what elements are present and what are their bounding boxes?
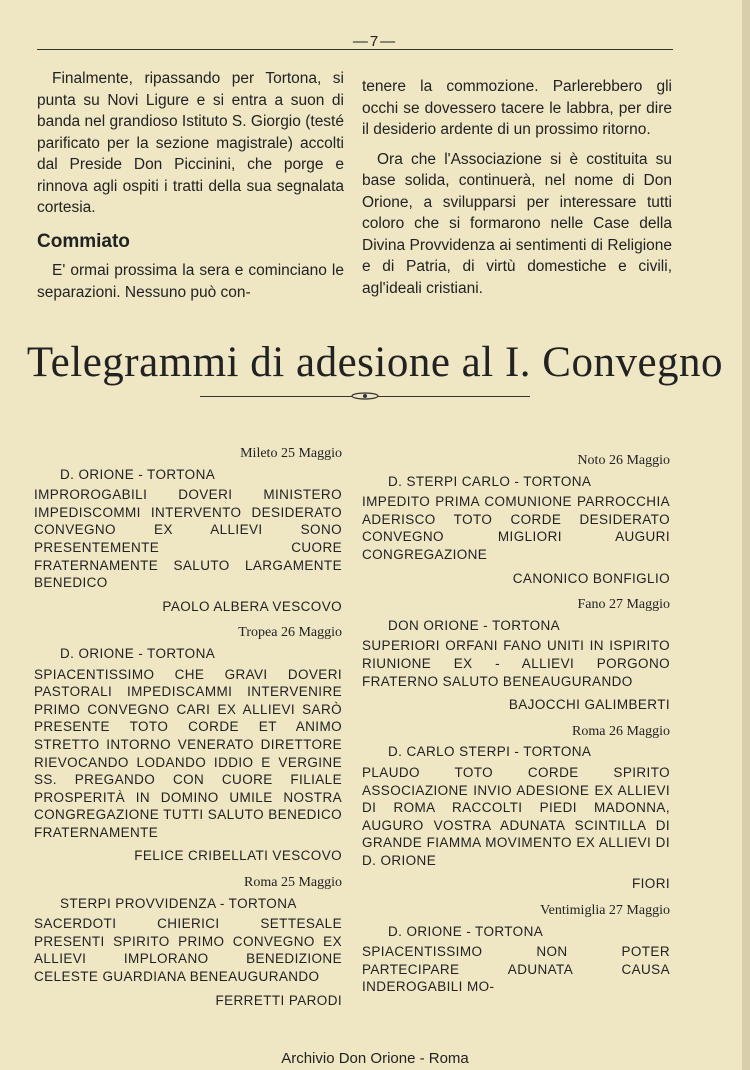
telegram-body: SPIACENTISSIMO CHE GRAVI DOVERI PASTORALI IMPEDISCAMMI INTERVENIRE PRIMO CONVEGNO CARI EX ALLIEVI SARÒ PRESENTE TOTO CORDE ET ANIMO STRETTO INTORNO VENERATO DIRETTORE RIEVOCANDO LODANDO IDDIO E VERGINE SS. PREGANDO CON CUORE FILIALE PROSPERITÀ IN DOMINO UMILE NOSTRA CONGREGAZIONE TUTTI SALUTO BENEDICO FRATERNAMENTE: [34, 666, 342, 840]
section-heading: Commiato: [37, 230, 130, 252]
right-column-text: [362, 76, 672, 299]
telegram-signature: FIORI: [632, 876, 670, 892]
telegram: [362, 723, 670, 893]
telegram-recipient: STERPI PROVVIDENZA - TORTONA: [60, 895, 297, 911]
telegram: [362, 902, 670, 996]
telegram-signature: BAJOCCHI GALIMBERTI: [508, 697, 670, 713]
telegram: [34, 445, 342, 615]
telegram-recipient: D. CARLO STERPI - TORTONA: [388, 744, 592, 760]
telegram-signature: FERRETTI PARODI: [215, 992, 342, 1008]
telegram-place-date: Roma 25 Maggio: [244, 875, 342, 891]
archive-footer: Archivio Don Orione - Roma: [281, 1050, 469, 1067]
telegram: [362, 596, 670, 714]
telegram: [34, 874, 342, 1009]
telegrams-title: Telegrammi di adesione al I. Convegno: [26, 339, 724, 386]
telegram-recipient: D. STERPI CARLO - TORTONA: [388, 473, 592, 489]
telegram: [362, 452, 670, 587]
ornament-icon: [350, 392, 380, 400]
telegram-place-date: Ventimiglia 27 Maggio: [540, 903, 670, 919]
telegrams-left-column: [34, 445, 342, 1009]
telegram-signature: PAOLO ALBERA VESCOVO: [162, 598, 342, 614]
telegram-body: PLAUDO TOTO CORDE SPIRITO ASSOCIAZIONE INVIO ADESIONE EX ALLIEVI DI ROMA RACCOLTI PIEDI MADONNA, AUGURO VOSTRA ADUNATA SCINTILLA DI GRANDE FIAMMA MOVIMENTO EX ALLIEVI DI D. ORIONE: [362, 764, 670, 868]
telegram-body: SUPERIORI ORFANI FANO UNITI IN ISPIRITO RIUNIONE EX - ALLIEVI PORGONO FRATERNO SALUTO BENEAUGURANDO: [362, 638, 670, 689]
telegram: [34, 624, 342, 865]
telegram-body: IMPEDITO PRIMA COMUNIONE PARROCCHIA ADERISCO TOTO CORDE DESIDERATO CONVEGNO MIGLIORI AUGURI CONGREGAZIONE: [362, 494, 670, 562]
telegram-place-date: Roma 26 Maggio: [572, 723, 670, 739]
telegram-signature: CANONICO BONFIGLIO: [512, 570, 670, 586]
page-edge-shadow: [742, 0, 750, 1070]
telegram-place-date: Tropea 26 Maggio: [238, 625, 342, 641]
telegram-recipient: D. ORIONE - TORTONA: [388, 923, 544, 939]
telegram-body: SACERDOTI CHIERICI SETTESALE PRESENTI SPIRITO PRIMO CONVEGNO EX ALLIEVI IMPLORANO BENEDIZIONE CELESTE GUARDIANA BENEAUGURANDO: [34, 916, 342, 985]
telegram-recipient: D. ORIONE - TORTONA: [60, 645, 216, 661]
header-rule: [37, 49, 673, 50]
telegram-recipient: DON ORIONE - TORTONA: [388, 617, 561, 633]
telegram-body: IMPROROGABILI DOVERI MINISTERO IMPEDISCOMMI INTERVENTO DESIDERATO CONVEGNO EX ALLIEVI SONO PRESENTEMENTE CUORE FRATERNAMENTE SALUTO LARGAMENTE BENEDICO: [34, 487, 342, 591]
paragraph: tenere la commozione. Parlerebbero gli occhi se dovessero tacere le labbra, per dire il desiderio ardente di un prossimo ritorno.: [362, 78, 672, 138]
telegram-recipient: D. ORIONE - TORTONA: [60, 466, 216, 482]
left-column-text: [37, 68, 344, 303]
telegram-body: SPIACENTISSIMO NON POTER PARTECIPARE ADUNATA CAUSA INDEROGABILI MO-: [362, 944, 670, 995]
paragraph: Ora che l'Associazione si è costituita su base solida, continuerà, nel nome di Don Orione, a svilupparsi per interessare tutti coloro che si formarono nelle Case della Divina Provvidenza ai sentimenti di Religione e di Patria, di virtù domestiche e civili, agl'ideali cristiani.: [362, 150, 672, 297]
telegram-place-date: Noto 26 Maggio: [577, 453, 670, 468]
telegram-place-date: Fano 27 Maggio: [577, 597, 670, 613]
paragraph: Finalmente, ripassando per Tortona, si punta su Novi Ligure e si entra a suon di banda nel grandioso Istituto S. Giorgio (testé parificato per la sezione magistrale) accolti dal Preside Don Piccinini, che porge e rinnova agli ospiti i tratti della sua segnalata cortesia.: [37, 70, 344, 216]
paragraph: E' ormai prossima la sera e cominciano le separazioni. Nessuno può con-: [37, 262, 344, 301]
telegram-place-date: Mileto 25 Maggio: [240, 446, 342, 461]
page-number: —7—: [352, 33, 398, 50]
telegram-signature: FELICE CRIBELLATI VESCOVO: [134, 848, 342, 864]
telegrams-right-column: [362, 452, 670, 996]
